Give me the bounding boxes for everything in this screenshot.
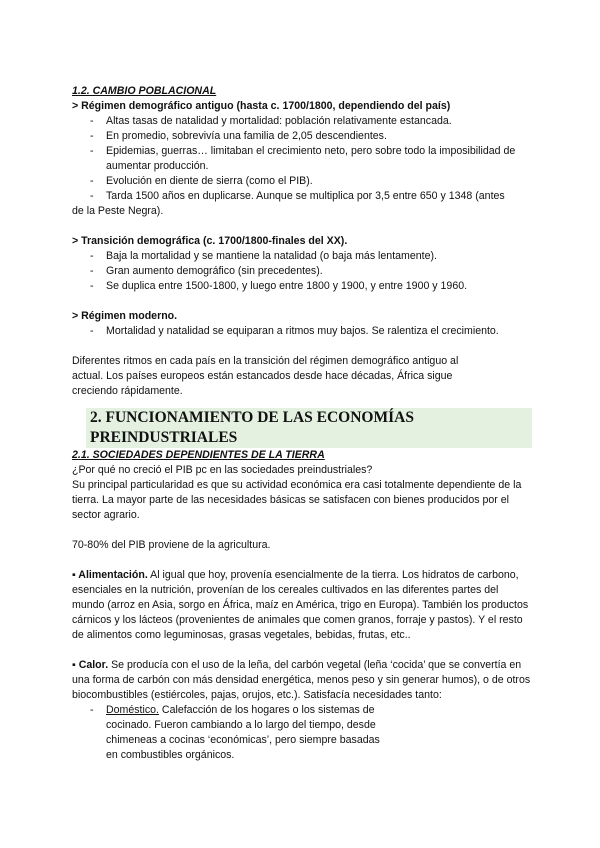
section-heading-cambio-poblacional: 1.2. CAMBIO POBLACIONAL (72, 85, 217, 97)
regimen-moderno-title: > Régimen moderno. (72, 310, 178, 322)
alimentacion-label: ▪ Alimentación. (72, 569, 148, 581)
list-item: - En promedio, sobrevivía una familia de 2,05 descendientes. (90, 130, 387, 142)
calor-list (72, 703, 392, 763)
regimen-moderno-list (72, 324, 532, 339)
list-item: - Tarda 1500 años en duplicarse. Aunque se multiplica por 3,5 entre 650 y 1348 (antes (90, 190, 505, 202)
subsection-heading-sociedades: 2.1. SOCIEDADES DEPENDIENTES DE LA TIERRA (72, 449, 325, 461)
document-page (72, 84, 532, 763)
calor-paragraph: ▪ Calor. Se producía con el uso de la leña, del carbón vegetal (leña ‘cocida’ que se convertía en una forma de carbón con más densidad energética, menos peso y sin generar humos), o de otros biocombustibles (estiércoles, pajas, orujos, etc.). Satisfacía necesidades tanto: (72, 659, 531, 701)
section-heading-funcionamiento: 2. FUNCIONAMIENTO DE LAS ECONOMÍAS PREINDUSTRIALES (86, 408, 532, 448)
list-item: - Mortalidad y natalidad se equiparan a ritmos muy bajos. Se ralentiza el crecimiento. (90, 325, 499, 337)
regimen-antiguo-title: > Régimen demográfico antiguo (hasta c. 1700/1800, dependiendo del país) (72, 100, 451, 112)
ritmos-paragraph: Diferentes ritmos en cada país en la transición del régimen demográfico antiguo al actual. Los países europeos están estancados desde hace décadas, África sigue creciendo rápidamente. (72, 355, 459, 397)
calor-label: ▪ Calor. (72, 659, 109, 671)
list-item: - Doméstico. Calefacción de los hogares o los sistemas de cocinado. Fueron cambiando a lo largo del tiempo, desde chimeneas a cocinas ‘económicas’, pero siempre basadas en combustibles orgánicos. (90, 704, 380, 761)
transicion-title: > Transición demográfica (c. 1700/1800-finales del XX). (72, 235, 348, 247)
alimentacion-paragraph: ▪ Alimentación. Al igual que hoy, provenía esencialmente de la tierra. Los hidratos de carbono, esenciales en la nutrición, provenían de los cereales cultivados en las diferentes partes del mundo (arroz en Asia, sorgo en África, maíz en América, trigo en Europa). También los productos cárnicos y los lácteos (provenientes de animales que comen granos, forraje y pastos). Y el resto de alimentos como leguminosas, grasas vegetales, bebidas, frutas, etc.. (72, 569, 529, 641)
list-item: - Baja la mortalidad y se mantiene la natalidad (o baja más lentamente). (90, 250, 437, 262)
intro-paragraph: Su principal particularidad es que su actividad económica era casi totalmente dependiente de la tierra. La mayor parte de las necesidades básicas se satisfacen con bienes producidos por el sector agrario. (72, 479, 522, 521)
transicion-list (72, 249, 532, 294)
list-item: - Epidemias, guerras… limitaban el crecimiento neto, pero sobre todo la imposibilidad de aumentar producción. (90, 145, 516, 172)
list-item: - Altas tasas de natalidad y mortalidad: población relativamente estancada. (90, 115, 452, 127)
regimen-antiguo-list (72, 114, 532, 204)
list-item: - Se duplica entre 1500-1800, y luego entre 1800 y 1900, y entre 1900 y 1960. (90, 280, 468, 292)
list-item: - Evolución en diente de sierra (como el PIB). (90, 175, 313, 187)
pib-agriculture-note: 70-80% del PIB proviene de la agricultura. (72, 539, 271, 551)
regimen-antiguo-continuation: de la Peste Negra). (72, 205, 164, 217)
pib-question: ¿Por qué no creció el PIB pc en las sociedades preindustriales? (72, 464, 373, 476)
list-item: - Gran aumento demográfico (sin precedentes). (90, 265, 323, 277)
domestico-label: Doméstico. (106, 704, 159, 716)
